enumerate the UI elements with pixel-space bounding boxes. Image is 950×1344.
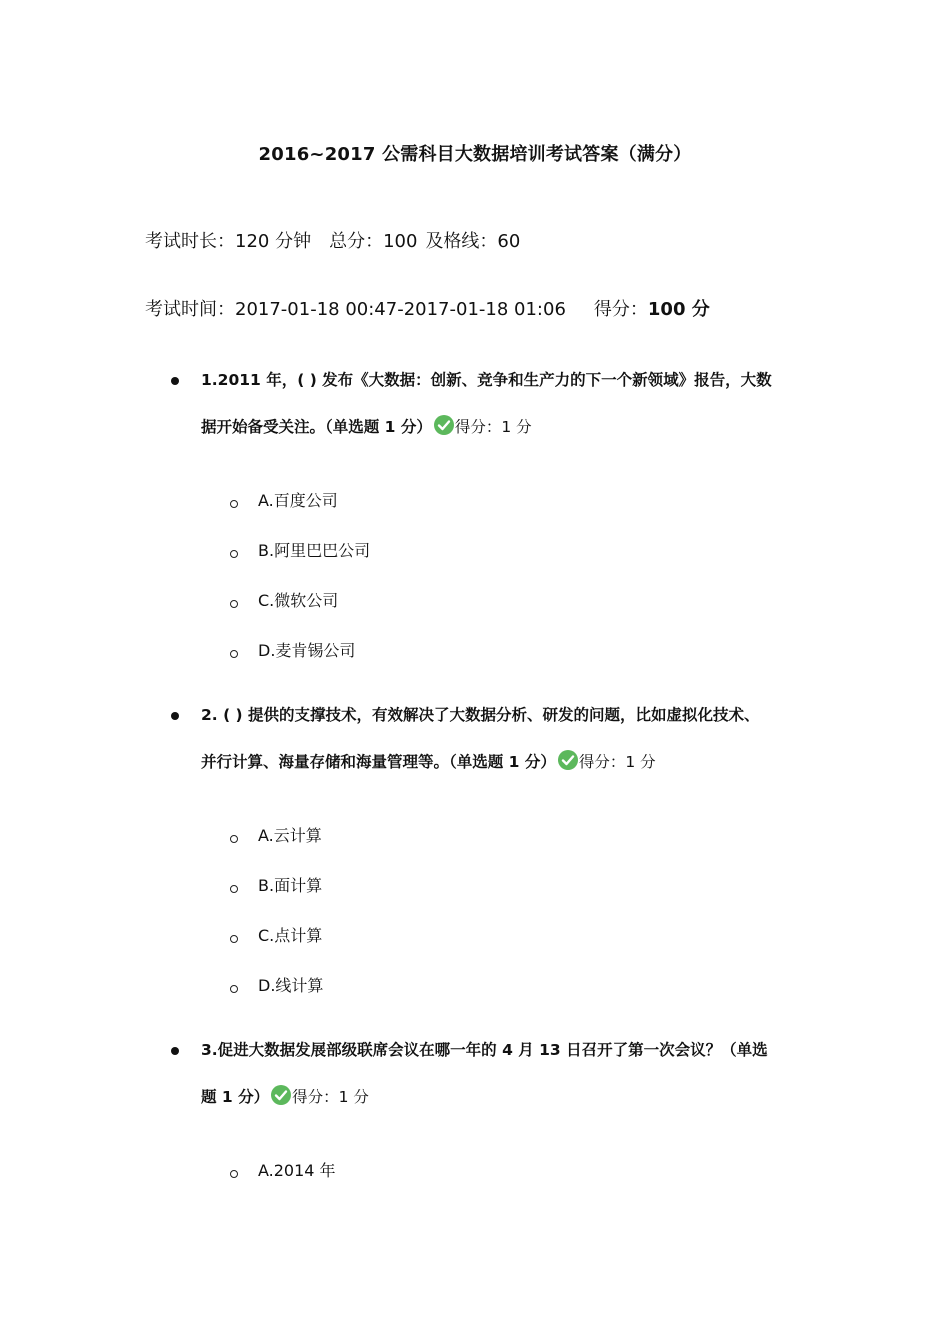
- question-text: [201, 357, 813, 451]
- question-line-2: [201, 739, 813, 786]
- question-line-1: 2. ( ) 提供的支撑技术，有效解决了大数据分析、研发的问题，比如虚拟化技术、: [201, 706, 760, 724]
- option-label: A.云计算: [258, 826, 322, 845]
- exam-pass-line: 及格线：60: [425, 231, 521, 252]
- hollow-circle-icon: [229, 984, 239, 994]
- exam-total-score: 总分：100: [329, 231, 418, 252]
- question-score: 得分：1 分: [292, 1088, 369, 1106]
- question-score: 得分：1 分: [578, 753, 656, 771]
- option-label: B.阿里巴巴公司: [258, 541, 371, 560]
- option-item[interactable]: [229, 588, 338, 611]
- question-text: [201, 1027, 813, 1121]
- question-line-1: 1.2011 年，( ) 发布《大数据：创新、竞争和生产力的下一个新领域》报告，大数: [201, 371, 772, 389]
- hollow-circle-icon: [229, 834, 239, 844]
- exam-score-value: 100 分: [647, 299, 710, 320]
- question-line-2-text: 题 1 分）: [201, 1088, 270, 1106]
- exam-duration: 考试时长：120 分钟: [145, 231, 312, 252]
- option-item[interactable]: [229, 923, 322, 946]
- option-item[interactable]: [229, 873, 322, 896]
- bullet-dot: [171, 1047, 179, 1055]
- exam-time: 考试时间：2017-01-18 00:47-2017-01-18 01:06: [145, 299, 566, 320]
- option-label: D.麦肯锡公司: [258, 641, 356, 660]
- option-item[interactable]: [229, 638, 355, 661]
- option-label: C.点计算: [258, 926, 323, 945]
- bullet-dot: [171, 377, 179, 385]
- question-score: 得分：1 分: [454, 418, 532, 436]
- option-item[interactable]: [229, 823, 322, 846]
- question-line-2-text: 并行计算、海量存储和海量管理等。（单选题 1 分）: [201, 753, 556, 771]
- exam-score-label: 得分：: [593, 299, 648, 320]
- exam-time-line: [145, 295, 710, 321]
- option-item[interactable]: [229, 1158, 336, 1181]
- hollow-circle-icon: [229, 549, 239, 559]
- hollow-circle-icon: [229, 599, 239, 609]
- bullet-dot: [171, 712, 179, 720]
- question-line-2: [201, 1074, 813, 1121]
- question-line-2: [201, 404, 813, 451]
- question-line-1: 3.促进大数据发展部级联席会议在哪一年的 4 月 13 日召开了第一次会议？（单选: [201, 1041, 768, 1059]
- check-circle-icon: [434, 415, 454, 435]
- option-label: B.面计算: [258, 876, 323, 895]
- option-item[interactable]: [229, 488, 338, 511]
- check-circle-icon: [271, 1085, 291, 1105]
- hollow-circle-icon: [229, 884, 239, 894]
- exam-meta-line: [145, 227, 520, 253]
- option-label: A.百度公司: [258, 491, 338, 510]
- question-text: [201, 692, 813, 786]
- option-item[interactable]: [229, 538, 370, 561]
- check-circle-icon: [558, 750, 578, 770]
- hollow-circle-icon: [229, 499, 239, 509]
- option-label: A.2014 年: [258, 1161, 336, 1180]
- option-label: C.微软公司: [258, 591, 339, 610]
- question-line-2-text: 据开始备受关注。（单选题 1 分）: [201, 418, 432, 436]
- option-label: D.线计算: [258, 976, 324, 995]
- hollow-circle-icon: [229, 934, 239, 944]
- document-title: 2016~2017 公需科目大数据培训考试答案（满分）: [258, 144, 692, 165]
- hollow-circle-icon: [229, 1169, 239, 1179]
- option-item[interactable]: [229, 973, 323, 996]
- hollow-circle-icon: [229, 649, 239, 659]
